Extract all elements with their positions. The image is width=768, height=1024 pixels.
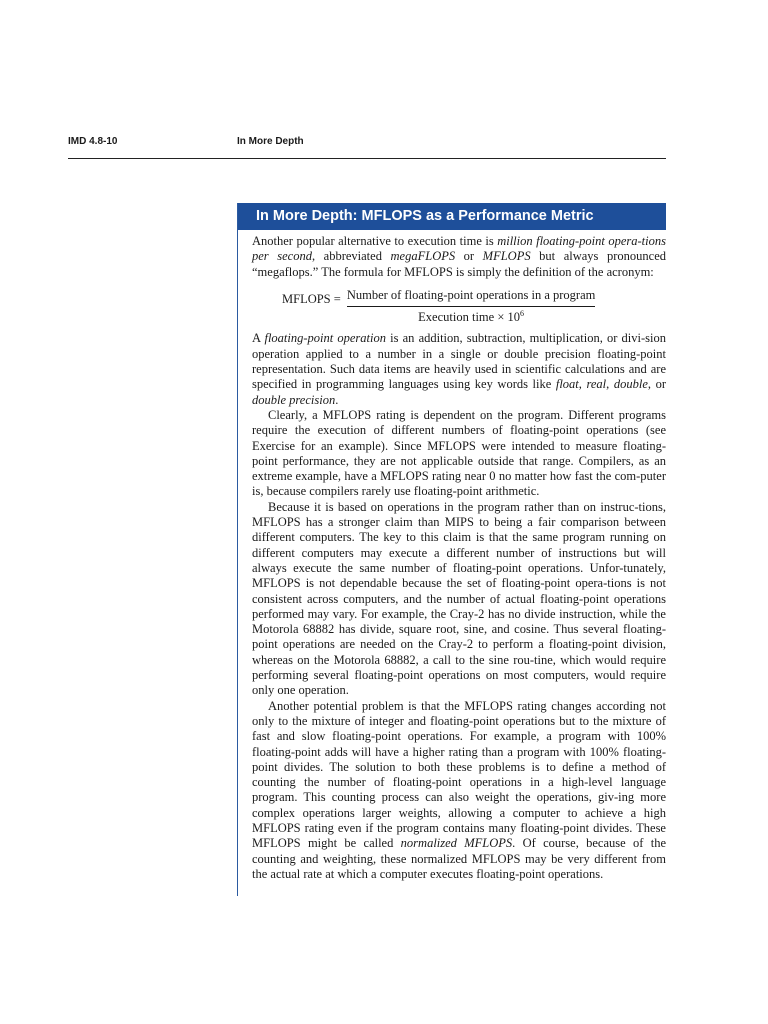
- term-megaflops: megaFLOPS: [390, 249, 456, 264]
- text-run: .: [335, 392, 339, 407]
- mflops-formula: [282, 288, 666, 326]
- text-run: ,: [578, 377, 587, 392]
- box-left-rule: [237, 203, 238, 896]
- paragraph-intro: [252, 234, 666, 280]
- term-normalized-mflops: normalized MFLOPS: [400, 836, 513, 851]
- text-run: Another potential problem is that the MFLOPS rating changes according not only to the mixture of integer and floating-point operations but to the mixture of fast and slow floating-point operations. For example, a program with 100% floating-point adds will have a higher rating than a program with 100% floating-point divides. The solution to both these problems is to define a method of counting the number of floating-point operations in a high-level language program. This counting process can also weight the operations, giv-ing more complex operations larger weights, allowing a computer to achieve a high MFLOPS rating even if the program contains many floating-point divides. These MFLOPS might be called: [252, 698, 666, 851]
- running-head: In More Depth: [237, 136, 304, 147]
- text-run: , or: [647, 377, 666, 392]
- paragraph-definition: [252, 331, 666, 407]
- text-run: . Of course, because of the counting and weighting, these normalized MFLOPS may be very different from the actual rate at which a computer executes floating-point operations.: [252, 836, 666, 881]
- formula-denominator: [418, 307, 524, 325]
- text-run: Another popular alternative to execution time is: [252, 234, 498, 248]
- text-run: ,: [606, 377, 614, 392]
- paragraph-normalized-mflops: [252, 699, 666, 883]
- text-run: but always pronounced “megaflops.” The formula for MFLOPS is simply the definition of the acronym:: [252, 249, 666, 279]
- term-mflops: MFLOPS: [482, 249, 531, 264]
- formula-fraction: [347, 288, 596, 326]
- paragraph-program-dependence: Clearly, a MFLOPS rating is dependent on the program. Different programs require the execution of different numbers of floating-point operations (see Exercise for an example). Since MFLOPS were intended to measure floating-point performance, they are not applicable outside that range. Compilers, as an extreme example, have a MFLOPS rating near 0 no matter how fast the com-puter is, because compilers rarely use floating-point arithmetic.: [252, 407, 666, 499]
- term-million-flops: million floating-point opera-tions per second: [252, 234, 666, 264]
- text-run: A: [252, 331, 265, 346]
- formula-lhs: MFLOPS =: [282, 291, 341, 306]
- formula-numerator: Number of floating-point operations in a program: [347, 288, 596, 307]
- paragraph-fair-comparison: Because it is based on operations in the program rather than on instruc-tions, MFLOPS has a stronger claim than MIPS to being a fair comparison between different computers. The key to this claim is that the same program running on different computers may execute a different number of instructions but will always execute the same number of floating-point operations. Unfor-tunately, MFLOPS is not dependable because the set of floating-point opera-tions is not consistent across computers, and the number of actual floating-point operations performed may vary. For example, the Cray-2 has no divide instruction, while the Motorola 68882 has divide, square root, sine, and cosine. Thus several floating-point operations are needed on the Cray-2 to perform a floating-point division, whereas on the Motorola 68882, a call to the sine rou-tine, which would require performing several floating-point operations on most computers, would require only one operation.: [252, 499, 666, 698]
- text-run: is an addition, subtraction, multiplication, or divi-sion operation applied to a number in a single or double precision floating-point representation. Such data items are heavily used in scientific calculations and are specified in programming languages using key words like: [252, 331, 667, 392]
- page-header: [68, 136, 666, 159]
- term-floating-point-operation: floating-point operation: [264, 331, 386, 346]
- denominator-exponent: 6: [520, 309, 524, 319]
- denominator-text: Execution time × 10: [418, 310, 520, 325]
- text-run: or: [455, 249, 483, 264]
- keyword-double: double: [613, 377, 648, 392]
- keyword-float: float: [555, 377, 579, 392]
- box-body: [252, 234, 666, 882]
- page-number: IMD 4.8-10: [68, 136, 118, 147]
- keyword-real: real: [586, 377, 607, 392]
- keyword-double-precision: double precision: [252, 392, 336, 407]
- box-title: In More Depth: MFLOPS as a Performance Metric: [238, 203, 666, 230]
- text-run: , abbreviated: [311, 249, 391, 264]
